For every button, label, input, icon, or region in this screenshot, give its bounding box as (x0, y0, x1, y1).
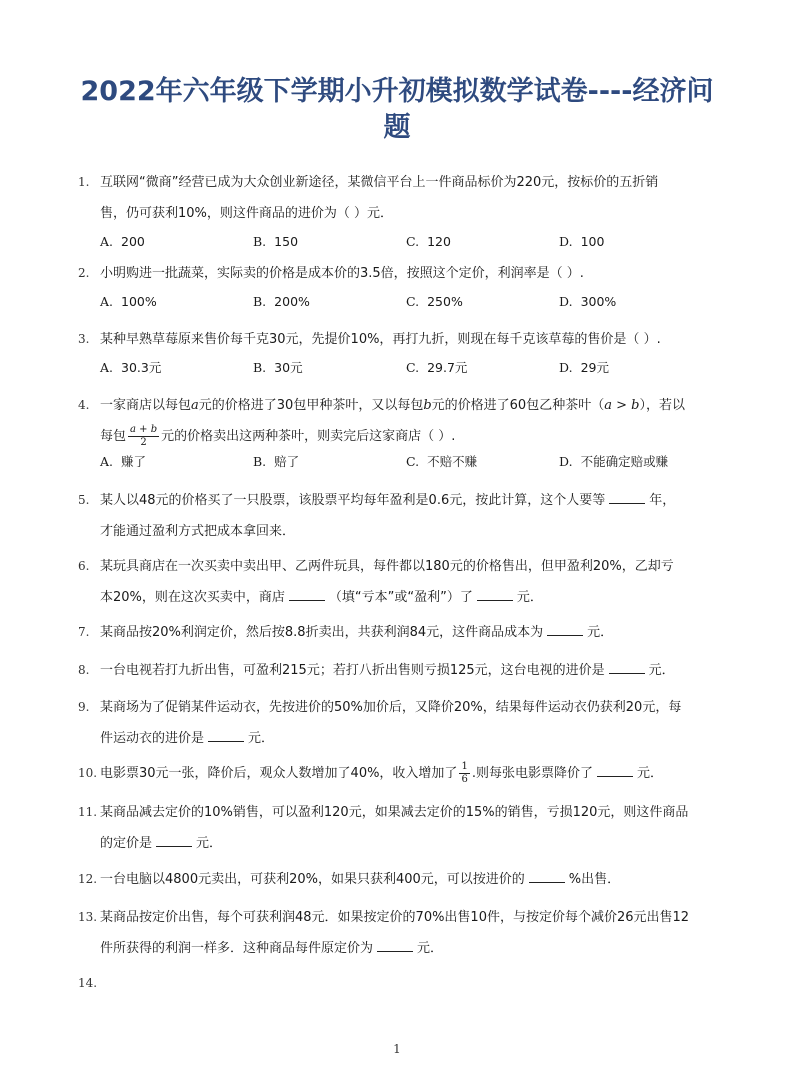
option-d: D. 不能确定赔或赚 (559, 454, 669, 469)
question-text-line: 件运动衣的进价是 元． (100, 723, 718, 754)
question-text-line: 售，仍可获利10%，则这件商品的进价为（ ）元． (100, 206, 394, 221)
answer-blank[interactable] (609, 659, 645, 674)
answer-blank[interactable] (208, 727, 244, 742)
question-13 (78, 902, 718, 964)
option-c: C. 250% (406, 294, 463, 309)
variable-a: a (191, 398, 199, 413)
page-title (60, 74, 734, 146)
title-line-2: 题 (383, 112, 411, 143)
options-row (100, 229, 718, 255)
question-text-line: 互联网“微商”经营已成为大众创业新途径，某微信平台上一件商品标价为220元，按标价的五折销 (100, 175, 659, 190)
question-2 (78, 258, 718, 315)
question-text-line: 某商品按20%利润定价，然后按8.8折卖出，共获利润84元，这件商品成本为 元． (100, 617, 718, 648)
question-number: 4. (78, 398, 90, 412)
question-text-line: 一家商店以每包a元的价格进了30包甲种茶叶，又以每包b元的价格进了60包乙种茶叶（a > b），若以 (100, 398, 685, 413)
answer-blank[interactable] (529, 868, 565, 883)
title-line-1: 2022年六年级下学期小升初模拟数学试卷----经济问 (80, 76, 714, 107)
answer-blank[interactable] (377, 937, 413, 952)
option-a: A. 30.3元 (100, 360, 162, 375)
option-c: C. 29.7元 (406, 360, 468, 375)
question-number: 9. (78, 700, 90, 714)
option-b: B. 30元 (253, 360, 303, 375)
answer-blank[interactable] (156, 832, 192, 847)
fraction: $\frac{a + b}{2}$ (130, 424, 158, 448)
options-row (100, 355, 718, 381)
question-3 (78, 324, 718, 381)
question-text-line: 某玩具商店在一次买卖中卖出甲、乙两件玩具，每件都以180元的价格售出，但甲盈利20%，乙却亏 (100, 559, 674, 574)
question-text-line: 的定价是 元． (100, 828, 718, 859)
answer-blank[interactable] (477, 586, 513, 601)
question-number: 12. (78, 872, 98, 886)
option-d: D. 300% (559, 294, 617, 309)
question-number: 2. (78, 266, 90, 280)
answer-blank[interactable] (547, 621, 583, 636)
question-text-line: 某商场为了促销某件运动衣，先按进价的50%加价后，又降价20%，结果每件运动衣仍获利20元，每 (100, 700, 682, 715)
option-a: A. 100% (100, 294, 157, 309)
question-text-line: 本20%，则在这次买卖中，商店 （填“亏本”或“盈利”）了 元． (100, 582, 718, 613)
question-number: 6. (78, 559, 90, 573)
question-10 (78, 758, 718, 789)
page-number: 1 (393, 1042, 401, 1056)
question-8 (78, 655, 718, 686)
question-9 (78, 692, 718, 754)
question-11 (78, 797, 718, 859)
option-c: C. 不赔不赚 (406, 454, 478, 469)
options-row (100, 289, 718, 315)
question-text-line: 每包 $\frac{a + b}{2}$ 元的价格卖出这两种茶叶，则卖完后这家商店（ ）. (100, 424, 456, 448)
option-c: C. 120 (406, 234, 451, 249)
question-text-line: 一台电脑以4800元卖出，可获利20%，如果只获利400元，可以按进价的 %出售． (100, 864, 718, 895)
question-text-line: 一台电视若打九折出售，可盈利215元；若打八折出售则亏损125元，这台电视的进价是 元． (100, 655, 718, 686)
question-number: 8. (78, 663, 90, 677)
question-12 (78, 864, 718, 895)
option-b: B. 200% (253, 294, 310, 309)
option-a: A. 赚了 (100, 454, 147, 469)
option-b: B. 赔了 (253, 454, 300, 469)
question-5 (78, 485, 718, 547)
options-row (100, 449, 718, 475)
question-6 (78, 551, 718, 613)
answer-blank[interactable] (597, 762, 633, 777)
question-number: 14. (78, 976, 98, 990)
question-number: 11. (78, 805, 98, 819)
question-4 (78, 390, 718, 475)
option-a: A. 200 (100, 234, 145, 249)
answer-blank[interactable] (289, 586, 325, 601)
question-text-line: 件所获得的利润一样多．这种商品每件原定价为 元． (100, 933, 718, 964)
option-d: D. 100 (559, 234, 605, 249)
answer-blank[interactable] (609, 489, 645, 504)
question-text-line: 某商品按定价出售，每个可获利润48元．如果按定价的70%出售10件，与按定价每个减价26元出售12 (100, 910, 690, 925)
variable-b: b (423, 398, 432, 413)
option-b: B. 150 (253, 234, 299, 249)
question-text-line: 某商品减去定价的10%销售，可以盈利120元，如果减去定价的15%的销售，亏损120元，则这件商品 (100, 805, 689, 820)
option-d: D. 29元 (559, 360, 609, 375)
question-number: 1. (78, 175, 90, 189)
question-1 (78, 167, 718, 255)
question-text-line: 某种早熟草莓原来售价每千克30元，先提价10%，再打九折，则现在每千克该草莓的售价是（ ）. (100, 332, 661, 347)
question-text-line: 某人以48元的价格买了一只股票，该股票平均每年盈利是0.6元，按此计算，这个人要等 年， (100, 485, 718, 516)
question-number: 7. (78, 625, 90, 639)
question-text-line: 小明购进一批蔬菜，实际卖的价格是成本价的3.5倍，按照这个定价，利润率是（ ）. (100, 266, 584, 281)
condition-expression: a > b (604, 398, 640, 413)
fraction: $\frac{1}{6}$ (461, 761, 468, 785)
question-number: 3. (78, 332, 90, 346)
question-number: 13. (78, 910, 98, 924)
question-text-line: 才能通过盈利方式把成本拿回来． (100, 524, 296, 539)
question-7 (78, 617, 718, 648)
question-number: 5. (78, 493, 90, 507)
question-text-line: 电影票30元一张，降价后，观众人数增加了40%，收入增加了 $\frac{1}{6}$ .则每张电影票降价了 元． (100, 761, 663, 785)
question-number: 10. (78, 766, 98, 780)
